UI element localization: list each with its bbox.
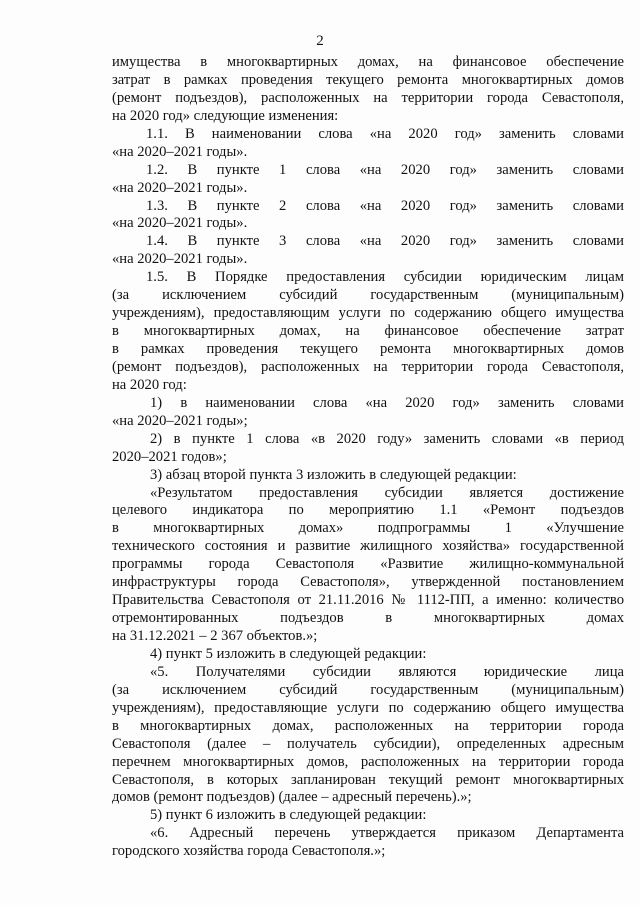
text-line: Севастополя (далее – получатель субсидии), определенных адресным <box>112 735 624 752</box>
text-line: отремонтированных подъездов в многоквартирных домах <box>112 610 624 627</box>
text-line: учреждениям), предоставляющим услуги по содержанию общего имущества <box>112 305 624 322</box>
text-line: перечнем многоквартирных домов, расположенных на территории города <box>112 753 624 770</box>
text-line: инфраструктуры города Севастополя», утвержденной постановлением <box>112 574 624 591</box>
text-line: «на 2020–2021 годы»; <box>112 412 248 429</box>
text-line: 3) абзац второй пункта 3 изложить в следующей редакции: <box>150 466 517 483</box>
text-line: учреждениям), предоставляющие услуги по содержанию общего имущества <box>112 699 624 716</box>
text-line: программы города Севастополя «Развитие жилищно-коммунальной <box>112 556 624 573</box>
text-line: на 2020 год» следующие изменения: <box>112 107 339 124</box>
text-line: «5. Получателями субсидии являются юридические лица <box>150 663 624 680</box>
text-line: «на 2020–2021 годы». <box>112 143 248 160</box>
text-line: 1.1. В наименовании слова «на 2020 год» заменить словами <box>146 125 624 142</box>
document-body <box>112 54 624 861</box>
text-line: 4) пункт 5 изложить в следующей редакции: <box>150 645 427 662</box>
text-line: в многоквартирных домах, на финансовое обеспечение затрат <box>112 323 624 340</box>
text-line: технического состояния и развитие жилищного хозяйства» государственной <box>112 538 624 555</box>
text-line: «Результатом предоставления субсидии является достижение <box>150 484 624 501</box>
text-line: 1.4. В пункте 3 слова «на 2020 год» заменить словами <box>146 233 624 250</box>
text-line: 5) пункт 6 изложить в следующей редакции: <box>150 807 427 824</box>
text-line: 1.3. В пункте 2 слова «на 2020 год» заменить словами <box>146 197 624 214</box>
page-number: 2 <box>316 33 324 49</box>
text-line: Правительства Севастополя от 21.11.2016 № 1112-ПП, а именно: количество <box>112 592 624 609</box>
text-line: Севастополя, в которых запланирован текущий ремонт многоквартирных <box>112 771 624 788</box>
text-line: (ремонт подъездов), расположенных на территории города Севастополя, <box>112 358 624 375</box>
text-line: целевого индикатора по мероприятию 1.1 «Ремонт подъездов <box>112 502 624 519</box>
text-line: 2020–2021 годов»; <box>112 448 227 465</box>
text-line: домов (ремонт подъездов) (далее – адресный перечень).»; <box>112 789 472 806</box>
text-line: «на 2020–2021 годы». <box>112 251 248 268</box>
text-line: городского хозяйства города Севастополя.»; <box>112 843 386 860</box>
text-line: в многоквартирных домах, расположенных на территории города <box>112 717 624 734</box>
text-line: (ремонт подъездов), расположенных на территории города Севастополя, <box>112 89 624 106</box>
text-line: 1.5. В Порядке предоставления субсидии юридическим лицам <box>146 269 624 286</box>
text-line: в многоквартирных домах» подпрограммы 1 «Улучшение <box>112 520 624 537</box>
text-line: «на 2020–2021 годы». <box>112 179 248 196</box>
text-line: (за исключением субсидий государственным (муниципальным) <box>112 681 624 698</box>
text-line: затрат в рамках проведения текущего ремонта многоквартирных домов <box>112 71 624 88</box>
text-line: на 2020 год: <box>112 376 187 393</box>
text-line: 1) в наименовании слова «на 2020 год» заменить словами <box>150 394 624 411</box>
text-line: на 31.12.2021 – 2 367 объектов.»; <box>112 628 318 644</box>
text-line: «на 2020–2021 годы». <box>112 215 248 232</box>
text-line: 1.2. В пункте 1 слова «на 2020 год» заменить словами <box>146 161 624 178</box>
text-line: имущества в многоквартирных домах, на финансовое обеспечение <box>112 54 624 70</box>
text-line: 2) в пункте 1 слова «в 2020 году» заменить словами «в период <box>150 430 624 447</box>
text-line: в рамках проведения текущего ремонта многоквартирных домов <box>112 341 624 357</box>
text-line: «6. Адресный перечень утверждается приказом Департамента <box>150 825 624 842</box>
text-line: (за исключением субсидий государственным (муниципальным) <box>112 287 624 304</box>
